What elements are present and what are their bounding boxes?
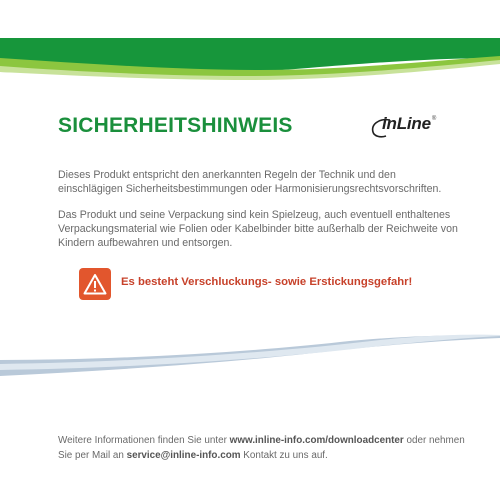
- inline-logo: [374, 114, 436, 134]
- choking-hazard-warning: Es besteht Verschluckungs- sowie Erstickungsgefahr!: [121, 276, 413, 288]
- downloadcenter-link[interactable]: www.inline-info.com/downloadcenter: [229, 435, 404, 446]
- warning-triangle-icon: [79, 268, 111, 300]
- blue-wave-divider: [0, 330, 500, 380]
- logo-wordmark: inLine: [382, 114, 431, 133]
- footer-text-3: Kontakt zu uns auf.: [240, 449, 328, 461]
- conformity-paragraph: Dieses Produkt entspricht den anerkannten Regeln der Technik und den einschlägigen Sicherheitsbestimmungen oder Harmonisierungsrechtsvorschriften.: [58, 169, 442, 196]
- service-email-link[interactable]: service@inline-info.com: [126, 449, 241, 461]
- footer-text-1: Weitere Informationen finden Sie unter: [58, 435, 230, 446]
- logo-swoosh-icon: [370, 117, 394, 139]
- green-header-banner: [0, 0, 500, 90]
- page-title: SICHERHEITSHINWEIS: [58, 114, 293, 137]
- packaging-paragraph: Das Produkt und seine Verpackung sind kein Spielzeug, auch eventuell enthaltenes Verpackungsmaterial wie Folien oder Kabelbinder bitte außerhalb der Reichweite von Kindern aufbewahren und entsorgen.: [58, 209, 458, 250]
- contact-info-footer: [58, 434, 478, 463]
- registered-mark: ®: [431, 116, 437, 122]
- footer-text-2: oder nehmen Sie per Mail an: [58, 435, 465, 461]
